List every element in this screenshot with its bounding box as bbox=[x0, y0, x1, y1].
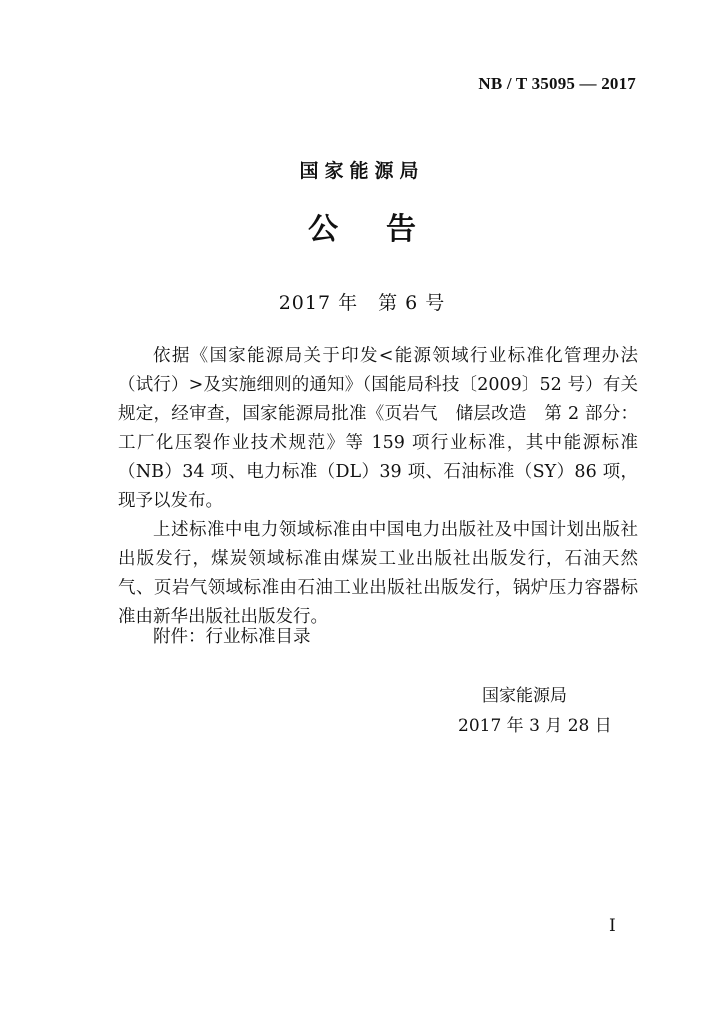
issuer-heading: 国家能源局 bbox=[299, 160, 425, 182]
notice-body bbox=[118, 342, 638, 632]
signature-issuer: 国家能源局 bbox=[482, 686, 567, 706]
signature-date: 2017 年 3 月 28 日 bbox=[458, 716, 612, 736]
body-paragraph-1: 依据《国家能源局关于印发<能源领域行业标准化管理办法（试行）>及实施细则的通知》（国能局科技〔2009〕52 号）有关规定，经审查，国家能源局批准《页岩气 储层改造 第 2 部分：工厂化压裂作业技术规范》等 159 项行业标准，其中能源标准（NB）34 项、电力标准（DL）39 项、石油标准（SY）86 项，现予以发布。 bbox=[118, 346, 638, 511]
attachment-line: 附件：行业标准目录 bbox=[153, 627, 311, 647]
document-number: 2017 年 第 6 号 bbox=[278, 292, 446, 314]
body-paragraph-2: 上述标准中电力领域标准由中国电力出版社及中国计划出版社出版发行，煤炭领域标准由煤炭工业出版社出版发行，石油天然气、页岩气领域标准由石油工业出版社出版发行，锅炉压力容器标准由新华出版社出版发行。 bbox=[118, 520, 638, 627]
page-number: I bbox=[609, 916, 616, 936]
standard-code: NB / T 35095 — 2017 bbox=[478, 74, 636, 93]
document-title: 公告 bbox=[308, 212, 464, 247]
